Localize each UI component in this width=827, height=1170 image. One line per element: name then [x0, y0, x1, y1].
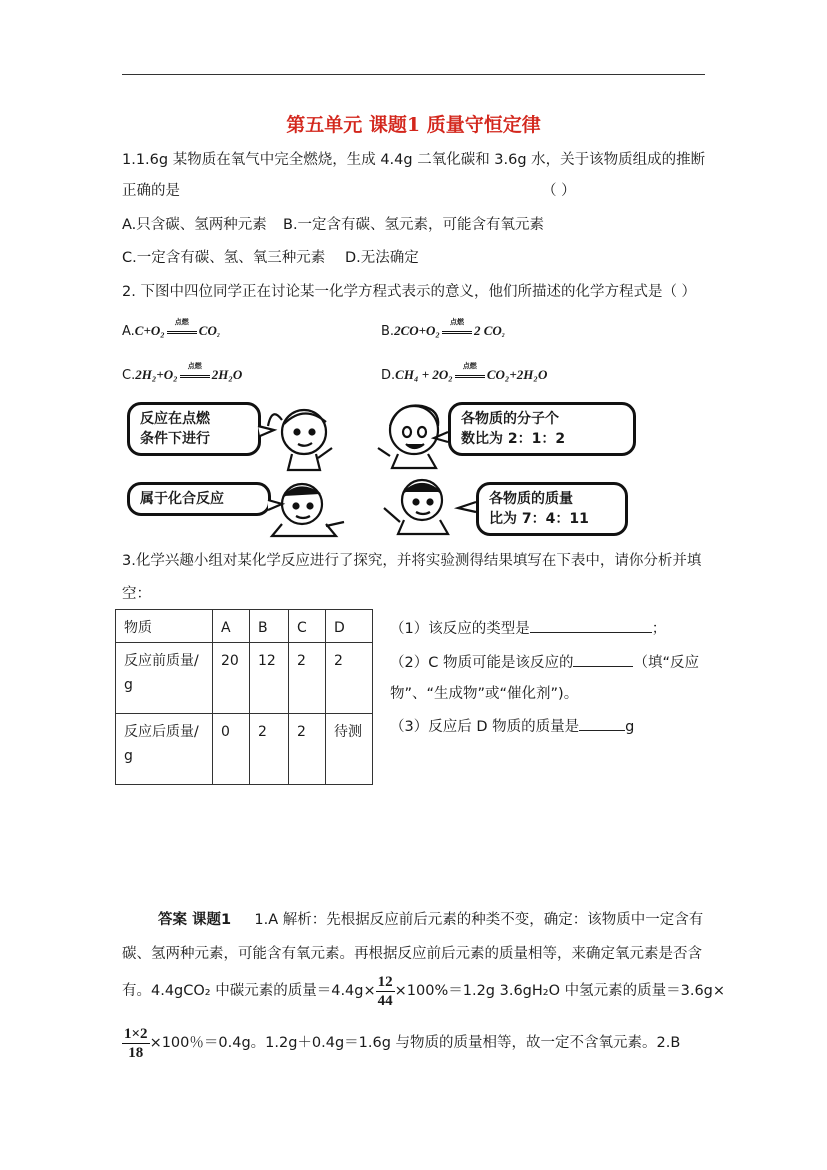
table-cell: 0 [213, 714, 250, 785]
q2-option-d-products: CO₂+2H₂O [486, 367, 548, 382]
q1-answer-paren: （ ） [542, 183, 576, 199]
table-cell: C [289, 610, 326, 643]
q2-option-a-condition: 点燃 [174, 318, 189, 326]
answer-line4 [122, 1018, 680, 1068]
q1-stem-line2: 正确的是 [122, 183, 180, 199]
q2-option-d-arrow [453, 362, 487, 385]
page-title: 第五单元 课题1 质量守恒定律 [286, 114, 541, 136]
q3-sub2-line2: 物”、“生成物”或“催化剂”)。 [390, 686, 579, 702]
q2-option-c-condition: 点燃 [187, 362, 202, 370]
table-cell: 反应后质量/g [116, 714, 213, 785]
q3-stem-line1: 3.化学兴趣小组对某化学反应进行了探究，并将实验测得结果填写在下表中，请你分析并填 [122, 553, 702, 569]
q3-sub1 [390, 618, 666, 639]
table-cell: 2 [289, 714, 326, 785]
q1-option-d: D.无法确定 [345, 250, 419, 266]
q2-option-a-arrow [165, 318, 199, 341]
answer-heading: 答案 课题1 [158, 912, 232, 928]
speech-bubble-2-line2: 数比为 2：1：2 [461, 431, 566, 447]
table-cell: 2 [250, 714, 289, 785]
table-cell: 2 [289, 643, 326, 714]
q2-option-b-tail: ₂ [501, 327, 505, 337]
q1-option-c: C.一定含有碳、氢、氧三种元素 [122, 250, 326, 266]
q3-data-table [115, 609, 373, 785]
answer-line1 [158, 910, 703, 930]
fraction-numerator: 12 [377, 973, 393, 990]
q2-option-d [381, 362, 548, 386]
q2-option-b-products: 2 CO [473, 323, 502, 338]
q2-option-c-arrow [178, 362, 212, 385]
q1-option-a: A.只含碳、氢两种元素 [122, 217, 267, 233]
q3-stem-line2: 空： [122, 586, 151, 602]
table-cell: 12 [250, 643, 289, 714]
q2-option-a-products: CO [198, 323, 217, 338]
q3-sub1-end: ； [651, 621, 667, 637]
table-cell: A [213, 610, 250, 643]
q2-option-b-arrow [440, 318, 474, 341]
speech-bubble-1-line1: 反应在点燃 [140, 411, 210, 427]
q2-option-d-reactants: CH₄ + 2O₂ [395, 367, 453, 382]
fraction-2-over-18 [122, 1025, 150, 1062]
q2-option-d-condition: 点燃 [462, 362, 477, 370]
table-cell: 待测 [326, 714, 373, 785]
q2-option-b-label: B. [381, 324, 395, 339]
answer-line2: 碳、氢两种元素，可能含有氧元素。再根据反应前后元素的质量相等，来确定氧元素是否含 [122, 946, 702, 962]
q2-option-d-label: D. [381, 368, 396, 383]
answer-line1-text: 1.A 解析：先根据反应前后元素的种类不变，确定：该物质中一定含有 [254, 912, 704, 928]
q3-sub3-text: （3）反应后 D 物质的质量是 [390, 719, 580, 735]
q2-option-b-condition: 点燃 [449, 318, 464, 326]
table-cell: 物质 [116, 610, 213, 643]
q3-sub2-text: （2）C 物质可能是该反应的 [390, 655, 574, 671]
fraction-denominator: 44 [377, 992, 393, 1009]
q3-sub2 [390, 652, 699, 673]
answer-line4-text: ×100％＝0.4g。1.2g＋0.4g＝1.6g 与物质的质量相等，故一定不含氧元素。2.B [149, 1035, 681, 1051]
q3-sub3 [390, 716, 634, 737]
header-rule [122, 74, 705, 75]
q2-option-c-reactants: 2H₂+O₂ [135, 367, 178, 382]
speech-bubble-4-line1: 各物质的质量 [489, 491, 573, 507]
answer-line3 [122, 966, 725, 1016]
q2-option-b-reactants: 2CO+O₂ [394, 323, 440, 338]
q3-sub1-text: （1）该反应的类型是 [390, 621, 530, 637]
q2-option-c-products: 2H₂O [211, 367, 243, 382]
speech-bubble-3-line1: 属于化合反应 [140, 491, 224, 507]
fraction-numerator: 1×2 [124, 1025, 148, 1042]
q2-option-b [381, 318, 505, 342]
table-cell: D [326, 610, 373, 643]
table-cell: 2 [326, 643, 373, 714]
fraction-12-over-44 [376, 973, 395, 1010]
q2-option-c-label: C. [122, 368, 136, 383]
q2-option-a [122, 318, 220, 342]
q2-option-c [122, 362, 243, 386]
answer-line3-b: ×100%＝1.2g 3.6gH₂O 中氢元素的质量＝3.6g× [394, 983, 726, 999]
fraction-denominator: 18 [128, 1044, 144, 1061]
cartoon-students-icon [122, 396, 642, 546]
table-cell: 20 [213, 643, 250, 714]
q3-sub2-blank[interactable] [573, 652, 633, 667]
q3-sub1-blank[interactable] [530, 618, 652, 633]
table-row [116, 714, 373, 785]
q2-stem: 2. 下图中四位同学正在讨论某一化学方程式表示的意义，他们所描述的化学方程式是（ ） [122, 284, 697, 300]
speech-bubble-4-line2: 比为 7：4：11 [489, 511, 589, 527]
speech-bubble-1-line2: 条件下进行 [140, 431, 210, 447]
table-cell: B [250, 610, 289, 643]
table-row [116, 643, 373, 714]
q1-stem-line1: 1.1.6g 某物质在氧气中完全燃烧，生成 4.4g 二氧化碳和 3.6g 水，关于该物质组成的推断 [122, 152, 706, 168]
q2-option-a-reactants: C+O₂ [134, 323, 165, 338]
q3-sub3-end: g [625, 719, 635, 735]
table-row [116, 610, 373, 643]
q1-option-b: B.一定含有碳、氢元素，可能含有氧元素 [283, 217, 545, 233]
q2-cartoon-illustration [122, 396, 642, 546]
table-cell: 反应前质量/g [116, 643, 213, 714]
q3-sub2-end: （填“反应 [633, 655, 699, 671]
answer-line3-a: 有。4.4gCO₂ 中碳元素的质量＝4.4g× [122, 983, 376, 999]
q3-sub3-blank[interactable] [579, 716, 625, 731]
q2-option-a-tail: ₂ [216, 327, 220, 337]
q2-option-a-label: A. [122, 324, 135, 339]
speech-bubble-2-line1: 各物质的分子个 [461, 411, 559, 427]
